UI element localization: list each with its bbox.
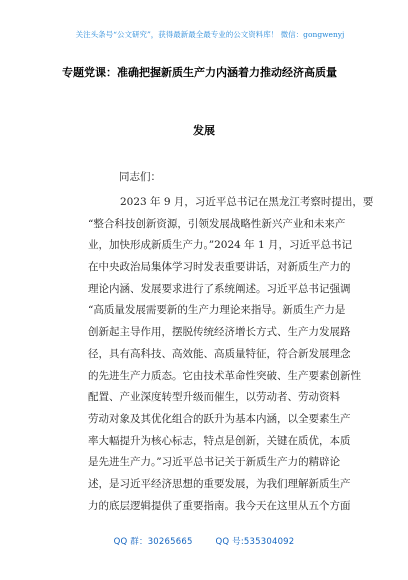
- body-line: 率大幅提升为核心标志，特点是创新，关键在质优，本质: [88, 434, 351, 447]
- body-line: 劳动对象及其优化组合的跃升为基本内涵，以全要素生产: [88, 412, 351, 425]
- body-line: 述，是习近平经济思想的重要发展，为我们理解新质生产: [88, 477, 351, 490]
- body-text: [88, 192, 374, 517]
- body-line: 径，具有高科技、高效能、高质量特征，符合新发展理念: [88, 347, 351, 360]
- document-title-line-1: 专题党课：准确把握新质生产力内涵着力推动经济高质量: [62, 66, 337, 79]
- body-line: 创新起主导作用，摆脱传统经济增长方式、生产力发展路: [88, 326, 351, 339]
- footer-qq-group: QQ 群：30265665: [113, 537, 193, 547]
- footer-contact: [0, 535, 408, 547]
- body-line: 业，加快形成新质生产力。”2024 年 1 月，习近平总书记: [88, 239, 353, 252]
- body-line: 理论内涵、发展要求进行了系统阐述。习近平总书记强调: [88, 282, 351, 295]
- body-line: 在中央政治局集体学习时发表重要讲话，对新质生产力的: [88, 261, 351, 274]
- body-line: 力的底层逻辑提供了重要指南。我今天在这里从五个方面: [88, 499, 351, 512]
- body-line: 配置、产业深度转型升级而催生，以劳动者、劳动资料: [88, 391, 340, 404]
- body-line: 是先进生产力。”习近平总书记关于新质生产力的精辟论: [88, 456, 341, 469]
- document-title-line-2: 发展: [193, 124, 215, 137]
- body-line: “高质量发展需要新的生产力理论来指导。新质生产力是: [88, 304, 346, 317]
- body-line: 2023 年 9 月，习近平总书记在黑龙江考察时提出，要: [120, 196, 374, 208]
- greeting: 同志们：: [119, 171, 161, 183]
- body-line: “整合科技创新资源，引领发展战略性新兴产业和未来产: [88, 217, 346, 230]
- body-line: 的先进生产力质态。它由技术革命性突破、生产要素创新性: [88, 369, 361, 382]
- footer-qq-number: QQ 号:535304092: [215, 537, 295, 547]
- promo-banner: 关注头条号“公文研究”，获得最新最全最专业的公文资料库！ 微信：gongwenyj: [75, 30, 345, 39]
